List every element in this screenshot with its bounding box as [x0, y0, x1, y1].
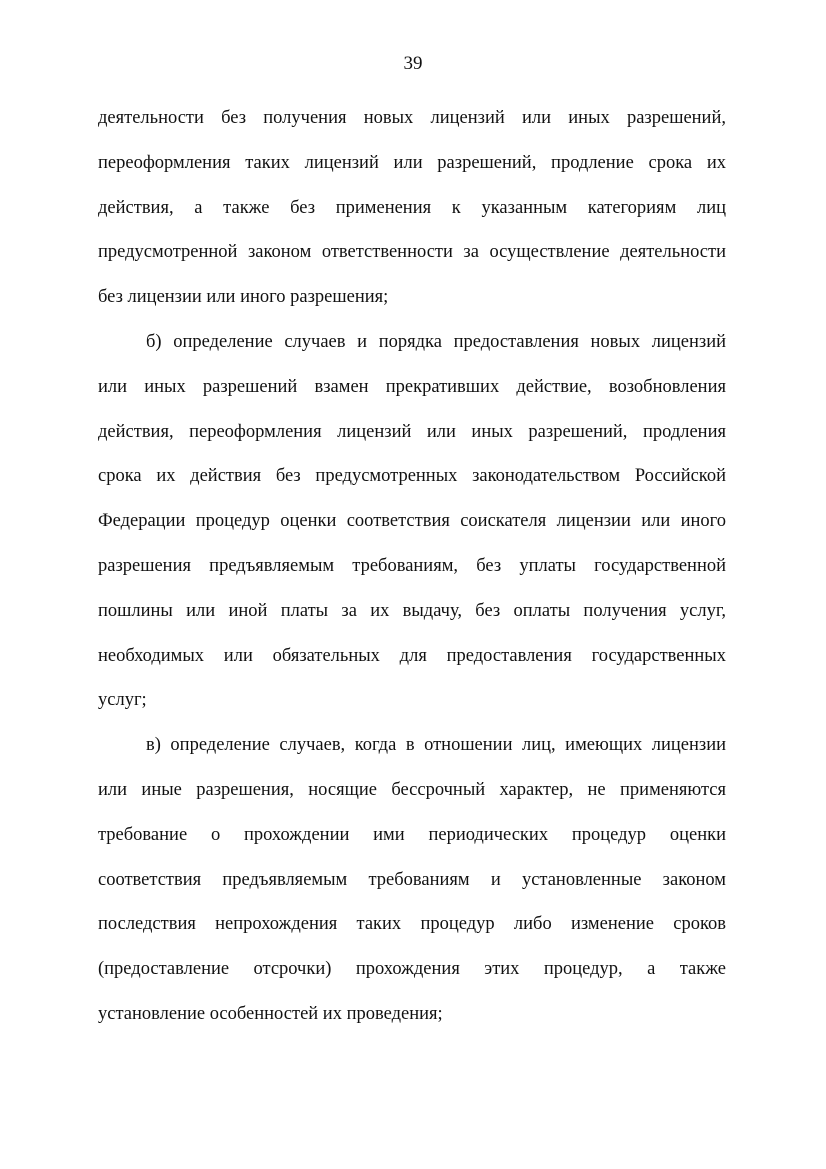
text-line: срока их действия без предусмотренных законодательством Российской	[98, 466, 726, 487]
text-line: или иных разрешений взамен прекративших действие, возобновления	[98, 376, 726, 397]
text-line: (предоставление отсрочки) прохождения этих процедур, а также	[98, 959, 726, 980]
document-body	[98, 96, 726, 1037]
text-line: разрешения предъявляемым требованиям, без уплаты государственной	[98, 555, 726, 576]
text-line: последствия непрохождения таких процедур либо изменение сроков	[98, 914, 726, 935]
text-line: установление особенностей их проведения;	[98, 1003, 443, 1024]
text-line: пошлины или иной платы за их выдачу, без оплаты получения услуг,	[98, 600, 726, 621]
text-line: б) определение случаев и порядка предоставления новых лицензий	[146, 331, 726, 352]
paragraph-continuation	[98, 96, 726, 320]
text-line: переоформления таких лицензий или разрешений, продление срока их	[98, 152, 726, 173]
text-line: необходимых или обязательных для предоставления государственных	[98, 645, 726, 666]
text-line: Федерации процедур оценки соответствия соискателя лицензии или иного	[98, 511, 726, 532]
paragraph-b	[98, 320, 726, 723]
text-line: требование о прохождении ими периодических процедур оценки	[98, 824, 726, 845]
text-line: без лицензии или иного разрешения;	[98, 287, 389, 308]
text-line: в) определение случаев, когда в отношении лиц, имеющих лицензии	[146, 735, 726, 756]
text-line: или иные разрешения, носящие бессрочный характер, не применяются	[98, 779, 726, 800]
page-number: 39	[403, 53, 423, 74]
text-line: действия, переоформления лицензий или иных разрешений, продления	[98, 421, 726, 442]
text-line: соответствия предъявляемым требованиям и установленные законом	[98, 869, 726, 890]
text-line: деятельности без получения новых лицензий или иных разрешений,	[98, 108, 726, 128]
text-line: услуг;	[98, 690, 147, 711]
text-line: предусмотренной законом ответственности за осуществление деятельности	[98, 242, 726, 263]
text-line: действия, а также без применения к указанным категориям лиц	[98, 197, 726, 218]
paragraph-v	[98, 723, 726, 1037]
